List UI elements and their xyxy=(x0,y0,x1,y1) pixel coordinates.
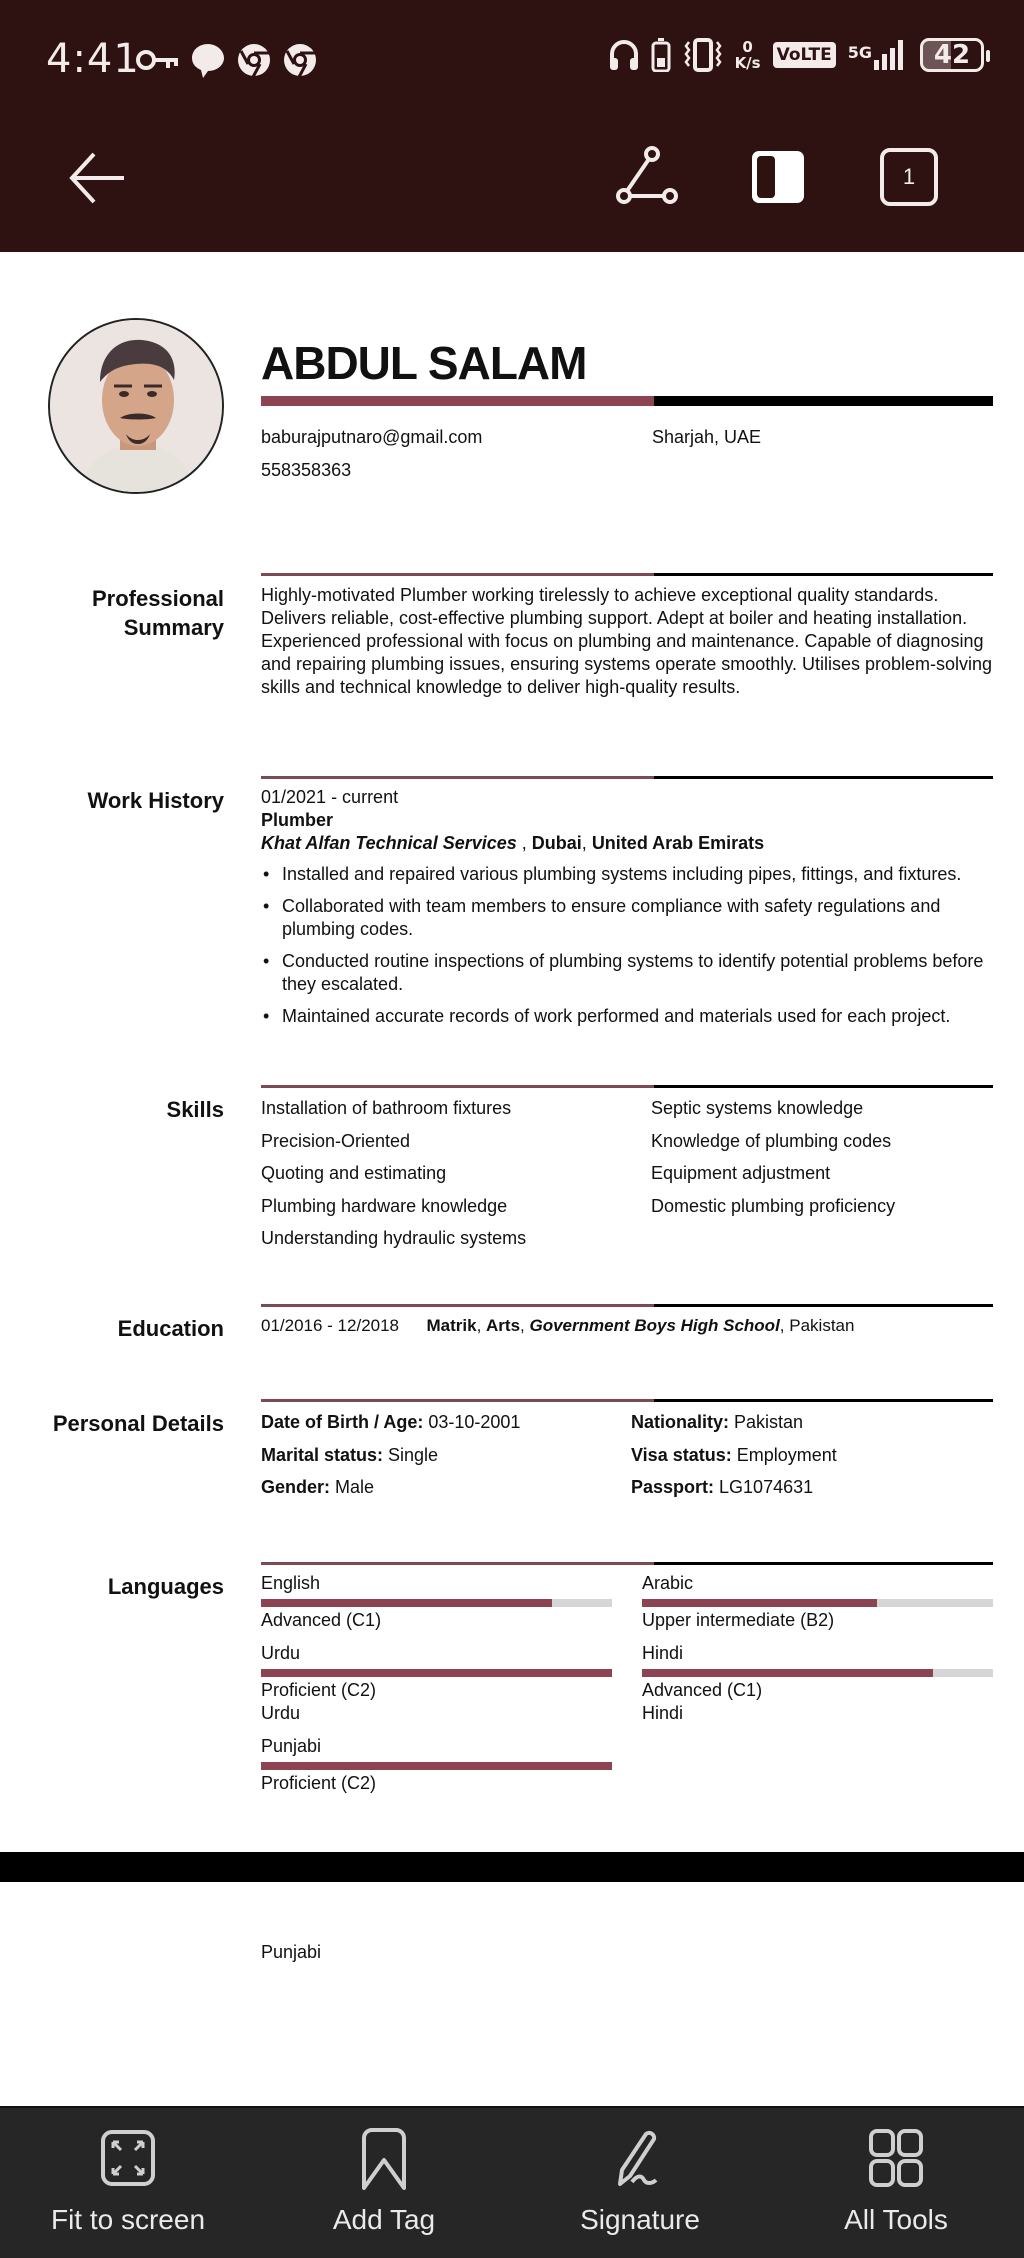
detail-item: Visa status: Employment xyxy=(631,1444,837,1465)
list-item: • Maintained accurate records of work performed and materials used for each project. xyxy=(261,1005,1001,1028)
bookmark-icon xyxy=(354,2128,414,2190)
all-tools-button[interactable]: All Tools xyxy=(768,2108,1024,2258)
share-icon[interactable] xyxy=(614,146,678,206)
section-divider xyxy=(261,573,993,576)
arrow-left-icon[interactable] xyxy=(68,148,128,208)
language-item: English Advanced (C1) xyxy=(261,1572,612,1632)
skill-item: Understanding hydraulic systems xyxy=(261,1228,527,1248)
education-dates: 01/2016 - 12/2018 xyxy=(261,1316,400,1335)
section-title-summary: Professional Summary xyxy=(91,586,224,640)
language-level-bar xyxy=(261,1762,612,1770)
detail-item: Marital status: Single xyxy=(261,1444,439,1465)
personal-details-left xyxy=(261,1406,520,1504)
headphones-icon xyxy=(609,39,639,71)
app-header xyxy=(0,0,1024,252)
language-level-bar xyxy=(642,1669,993,1677)
resume-page-2 xyxy=(0,1882,1024,2106)
language-level-bar xyxy=(642,1599,993,1607)
page-count-button[interactable]: 1 xyxy=(880,148,938,206)
list-item: • Conducted routine inspections of plumbing systems to identify potential problems before they escalated. xyxy=(261,950,1001,996)
job-employer: Khat Alfan Technical Services , Dubai, United Arab Emirats xyxy=(261,833,765,853)
language-item: Urdu Proficient (C2) Urdu xyxy=(261,1642,612,1725)
system-status-icons xyxy=(609,38,984,72)
detail-item: Gender: Male xyxy=(261,1477,375,1497)
language-item: Arabic Upper intermediate (B2) xyxy=(642,1572,993,1632)
skills-column-right xyxy=(651,1092,895,1222)
section-title-skills: Skills xyxy=(166,1097,224,1122)
summary-text: Highly-motivated Plumber working tirelessly to achieve exceptional quality standards. Delivers reliable, cost-effective plumbing support. Adept at boiler and heating installation. Experienced professional with focus on plumbing and maintenance. Capable of diagnosing and repairing plumbing issues, ensuring systems operate smoothly. Utilises problem-solving skills and technical knowledge to deliver high-quality results. xyxy=(261,585,993,697)
list-item: • Collaborated with team members to ensure compliance with safety regulations and plumbing codes. xyxy=(261,895,1001,941)
detail-item: Passport: LG1074631 xyxy=(631,1477,814,1497)
battery-icon: 42 xyxy=(920,38,984,72)
chrome-icon xyxy=(236,42,272,78)
section-title-education: Education xyxy=(117,1316,224,1341)
skill-item: Quoting and estimating xyxy=(261,1163,447,1183)
detail-item: Nationality: Pakistan xyxy=(631,1412,804,1432)
vibrate-icon xyxy=(683,38,723,72)
signature-pen-icon xyxy=(610,2128,670,2190)
language-level-bar xyxy=(261,1599,612,1607)
skill-item: Installation of bathroom fixtures xyxy=(261,1098,512,1118)
skill-item: Equipment adjustment xyxy=(651,1163,831,1183)
detail-item: Date of Birth / Age: 03-10-2001 xyxy=(261,1412,521,1432)
notification-icons xyxy=(136,42,318,78)
chat-bubble-icon xyxy=(190,42,226,78)
section-title-work-history: Work History xyxy=(87,788,224,813)
add-tag-button[interactable]: Add Tag xyxy=(256,2108,512,2258)
candidate-name: ABDUL SALAM xyxy=(261,337,587,389)
job-entry xyxy=(261,786,1001,855)
skill-item: Domestic plumbing proficiency xyxy=(651,1195,896,1216)
section-divider xyxy=(261,1399,993,1402)
page2-text: Punjabi xyxy=(261,1942,322,1962)
fit-to-screen-button[interactable]: Fit to screen xyxy=(0,2108,256,2258)
skill-item: Precision-Oriented xyxy=(261,1130,411,1151)
reading-mode-icon[interactable] xyxy=(750,149,806,205)
languages-column-right xyxy=(642,1572,993,1725)
vpn-key-icon xyxy=(136,47,180,73)
skill-item: Plumbing hardware knowledge xyxy=(261,1195,508,1216)
section-title-languages: Languages xyxy=(107,1574,224,1599)
list-item: • Installed and repaired various plumbing systems including pipes, fittings, and fixtures. xyxy=(261,863,1001,886)
section-title-personal-details: Personal Details xyxy=(52,1411,224,1436)
page-separator xyxy=(0,1852,1024,1882)
fit-to-screen-icon xyxy=(98,2128,158,2188)
job-duties-list xyxy=(261,863,1001,1037)
section-divider xyxy=(261,1085,993,1088)
header-divider xyxy=(261,396,993,406)
network-speed: 0 K/s xyxy=(734,38,761,72)
battery-saver-icon xyxy=(651,38,671,72)
personal-details-right xyxy=(631,1406,837,1504)
skill-item: Septic systems knowledge xyxy=(651,1098,864,1118)
languages-column-left xyxy=(261,1572,612,1795)
section-divider xyxy=(261,776,993,779)
job-title: Plumber xyxy=(261,810,334,830)
language-item: Punjabi Proficient (C2) xyxy=(261,1735,612,1795)
job-dates: 01/2021 - current xyxy=(261,787,399,807)
language-level-bar xyxy=(261,1669,612,1677)
email-link[interactable]: baburajputnaro@gmail.com xyxy=(261,427,483,447)
signal-5g-icon: 5G xyxy=(848,38,908,72)
grid-icon xyxy=(866,2128,926,2188)
signature-button[interactable]: Signature xyxy=(512,2108,768,2258)
resume-page xyxy=(0,252,1024,1852)
location: Sharjah, UAE xyxy=(652,427,762,447)
section-divider xyxy=(261,1562,993,1565)
education-entry: 01/2016 - 12/2018 Matrik, Arts, Government Boys High School, Pakistan xyxy=(261,1316,855,1335)
status-time: 4:41 xyxy=(46,36,140,82)
section-divider xyxy=(261,1304,993,1307)
volte-badge: VoLTE xyxy=(773,42,836,68)
bottom-toolbar xyxy=(0,2106,1024,2258)
chrome-icon xyxy=(282,42,318,78)
phone-number: 558358363 xyxy=(261,460,352,480)
profile-photo xyxy=(48,318,224,494)
language-item: Hindi Advanced (C1) Hindi xyxy=(642,1642,993,1725)
skills-column-left xyxy=(261,1092,526,1255)
skill-item: Knowledge of plumbing codes xyxy=(651,1130,892,1151)
